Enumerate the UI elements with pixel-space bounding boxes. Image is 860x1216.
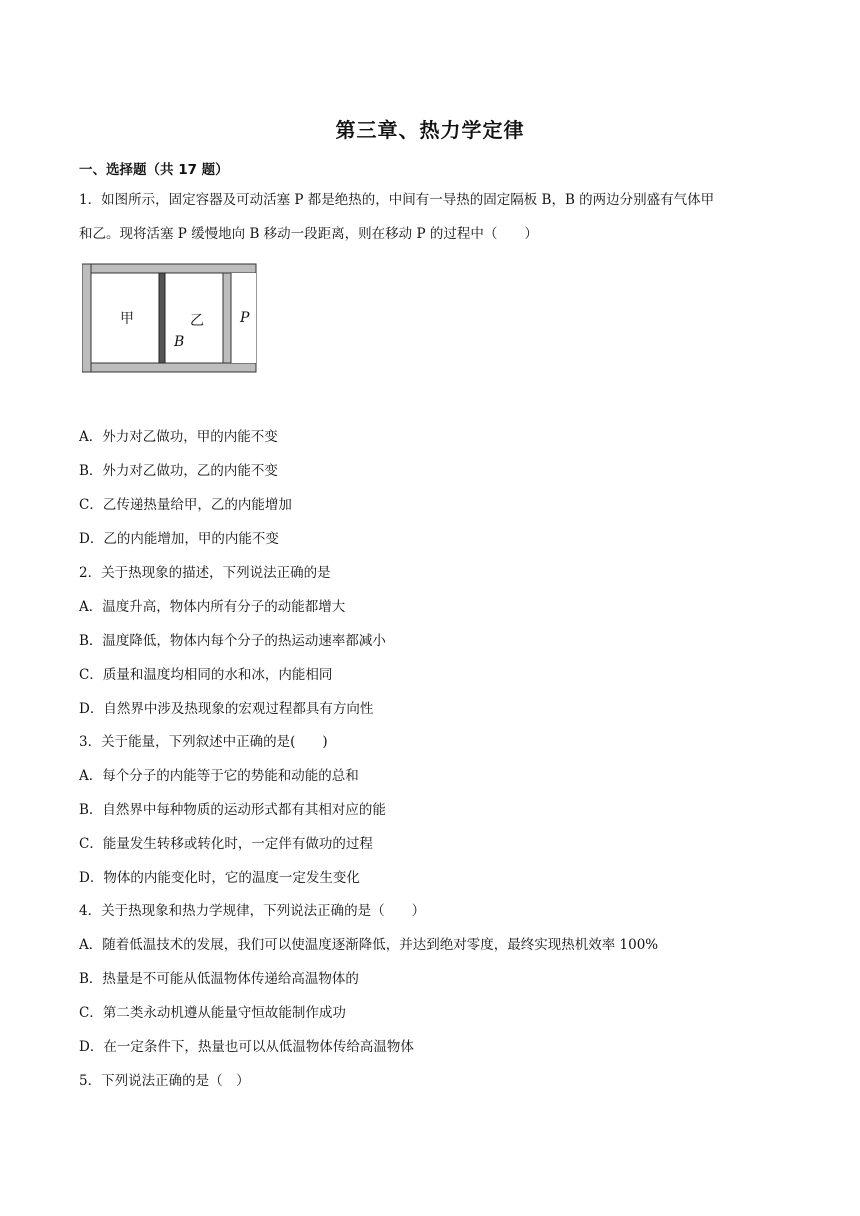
question-1-stem-line-1: 1．如图所示，固定容器及可动活塞 P 都是绝热的，中间有一导热的固定隔板 B，B 的两边分别盛有气体甲 (79, 192, 715, 208)
container-left-wall (82, 264, 91, 372)
question-3-option-a: A．每个分子的内能等于它的势能和动能的总和 (79, 768, 359, 784)
question-1-option-d: D．乙的内能增加，甲的内能不变 (79, 531, 279, 547)
question-4-option-d: D．在一定条件下，热量也可以从低温物体传给高温物体 (79, 1039, 414, 1055)
question-2-option-b: B．温度降低，物体内每个分子的热运动速率都减小 (79, 633, 386, 649)
question-2-option-a: A．温度升高，物体内所有分子的动能都增大 (79, 599, 346, 615)
container-bottom-wall (82, 363, 256, 372)
question-1-option-c: C．乙传递热量给甲，乙的内能增加 (79, 497, 292, 513)
question-4-option-b: B．热量是不可能从低温物体传递给高温物体的 (79, 971, 359, 987)
question-3-option-d: D．物体的内能变化时，它的温度一定发生变化 (79, 870, 360, 886)
label-partition-b: B (174, 334, 185, 350)
question-3-option-b: B．自然界中每种物质的运动形式都有其相对应的能 (79, 802, 386, 818)
question-3-stem: 3．关于能量，下列叙述中正确的是( ) (79, 734, 328, 750)
container-diagram-svg (82, 262, 262, 376)
section-header: 一、选择题（共 17 题） (79, 162, 229, 178)
piston-p (223, 273, 231, 363)
question-1-stem-line-2: 和乙。现将活塞 P 缓慢地向 B 移动一段距离，则在移动 P 的过程中（ ） (79, 226, 538, 242)
question-4-stem: 4．关于热现象和热力学规律，下列说法正确的是（ ） (79, 903, 426, 919)
question-4-option-c: C．第二类永动机遵从能量守恒故能制作成功 (79, 1005, 346, 1021)
label-gas-jia: 甲 (120, 311, 134, 327)
question-2-option-d: D．自然界中涉及热现象的宏观过程都具有方向性 (79, 701, 374, 717)
question-4-option-a: A．随着低温技术的发展，我们可以使温度逐渐降低，并达到绝对零度，最终实现热机效率 100% (79, 937, 659, 953)
question-1-option-a: A．外力对乙做功，甲的内能不变 (79, 429, 278, 445)
question-5-stem: 5．下列说法正确的是（ ） (79, 1073, 250, 1089)
question-2-option-c: C．质量和温度均相同的水和冰，内能相同 (79, 667, 333, 683)
container-top-wall (82, 264, 256, 273)
label-piston-p: P (240, 310, 250, 326)
question-2-stem: 2．关于热现象的描述，下列说法正确的是 (79, 565, 331, 581)
label-gas-yi: 乙 (190, 313, 204, 329)
page-title: 第三章、热力学定律 (335, 118, 525, 142)
container-diagram (82, 262, 262, 376)
partition-b (159, 273, 165, 363)
question-1-option-b: B．外力对乙做功，乙的内能不变 (79, 463, 278, 479)
question-3-option-c: C．能量发生转移或转化时，一定伴有做功的过程 (79, 836, 373, 852)
